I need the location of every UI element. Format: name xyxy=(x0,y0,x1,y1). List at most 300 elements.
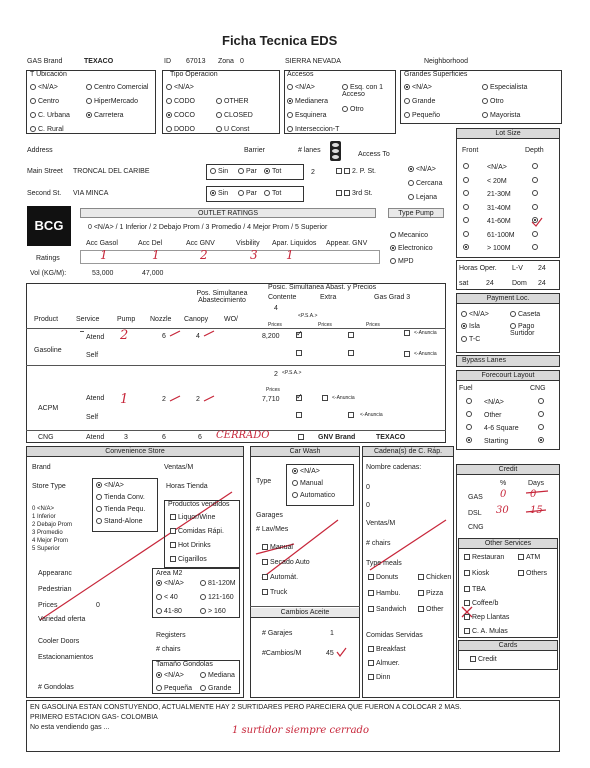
area-radio-n-a[interactable] xyxy=(156,580,162,586)
carwash-check-option-truck[interactable] xyxy=(262,589,287,596)
superficies-radio-especialista[interactable] xyxy=(482,84,488,90)
estacion-label: Estacionamientos xyxy=(38,654,94,661)
barrier-row1-radio-tot[interactable] xyxy=(264,168,270,174)
ubicacion-option-centro-comercial[interactable] xyxy=(86,84,148,91)
ubicacion-title: T Ubicación xyxy=(30,71,67,78)
barrier-row2-radio-tot[interactable] xyxy=(264,190,270,196)
barrier-row1-label-sin: Sin xyxy=(218,168,229,175)
accesos-label-otro: Otro xyxy=(350,106,364,113)
forecourt-cng-radio-na[interactable] xyxy=(538,398,544,404)
accesos-radio-medianera[interactable] xyxy=(287,98,293,104)
lot-front-radio-na[interactable] xyxy=(463,217,469,223)
carwash-check-checkbox-truck[interactable] xyxy=(262,589,268,595)
ubicacion-option-centro[interactable] xyxy=(30,98,59,105)
forecourt-label-4-6-square: 4-6 Square xyxy=(484,425,519,432)
tipo-operacion-option-other[interactable] xyxy=(216,98,249,105)
ubicacion-label-c-urbana: C. Urbana xyxy=(38,112,70,119)
lot-depth-option-na[interactable] xyxy=(532,231,540,238)
gnv-brand-label: GNV Brand xyxy=(318,434,356,441)
tipo-operacion-option-dodo[interactable] xyxy=(166,126,195,133)
service-checkbox-others[interactable] xyxy=(518,570,524,576)
forecourt-cng-option-na[interactable] xyxy=(538,398,546,405)
accesos-label-esquinera: Esquinera xyxy=(295,112,327,119)
lot-front-radio-na[interactable] xyxy=(463,177,469,183)
producto-option-liquor-wine[interactable] xyxy=(170,514,215,521)
acpm-self-extra-option-na[interactable] xyxy=(348,412,356,419)
accesos-radio-interseccion-t[interactable] xyxy=(287,126,293,132)
meal-checkbox-other[interactable] xyxy=(418,606,424,612)
productos-title: Productos vendidos xyxy=(168,501,230,508)
service-label-kiosk: Kiosk xyxy=(472,570,490,577)
third-st-option[interactable] xyxy=(336,190,373,197)
comida-option-dinn[interactable] xyxy=(368,674,390,681)
tamano-option-n-a[interactable] xyxy=(156,672,184,679)
barrier-row1-option-par[interactable] xyxy=(238,168,257,175)
type-pump-option-mpd[interactable] xyxy=(390,258,414,265)
ubicacion-radio-centro-comercial[interactable] xyxy=(86,84,92,90)
accesos-option-medianera[interactable] xyxy=(287,98,328,105)
barrier-row1-radio-sin[interactable] xyxy=(210,168,216,174)
notes-line-3: No esta vendiendo gas ... xyxy=(30,724,110,731)
meal-option-other[interactable] xyxy=(418,606,444,613)
barrier-row2-label-par: Par xyxy=(246,190,257,197)
area-option-n-a[interactable] xyxy=(156,580,184,587)
superficies-radio-grande[interactable] xyxy=(404,98,410,104)
superficies-radio-mayorista[interactable] xyxy=(482,112,488,118)
credit-dsl-days: 15 xyxy=(530,505,543,516)
access-to-option-cercana[interactable] xyxy=(408,180,442,187)
meal-option-donuts[interactable] xyxy=(368,574,398,581)
accesos-option-n-a[interactable] xyxy=(287,84,315,91)
accesos-radio-esquinera[interactable] xyxy=(287,112,293,118)
ubicacion-radio-hipermercado[interactable] xyxy=(86,98,92,104)
gas-self-extra-checkbox-na[interactable] xyxy=(348,350,354,356)
meal-checkbox-hambu[interactable] xyxy=(368,590,374,596)
acpm-atend-label: Atend xyxy=(86,395,105,402)
barrier-row2-option-par[interactable] xyxy=(238,190,257,197)
barrier-row1-option-tot[interactable] xyxy=(264,168,281,175)
lot-depth-option-na[interactable] xyxy=(532,190,540,197)
tipo-operacion-radio-closed[interactable] xyxy=(216,112,222,118)
gas-grad-anuncia-option-na[interactable] xyxy=(404,330,412,337)
producto-checkbox-liquor-wine[interactable] xyxy=(170,514,176,520)
acpm-self-extra-checkbox-na[interactable] xyxy=(348,412,354,418)
tamano-option-mediana[interactable] xyxy=(200,672,235,679)
acpm-anuncia-1: <-Anuncia xyxy=(332,395,355,401)
superficies-option-grande[interactable] xyxy=(404,98,435,105)
forecourt-fuel-radio-na[interactable] xyxy=(466,398,472,404)
lot-depth-radio-na[interactable] xyxy=(532,217,538,223)
carwash-check-checkbox-autom-t[interactable] xyxy=(262,574,268,580)
carwash-type-option-automatico[interactable] xyxy=(292,492,335,499)
lot-front-radio-na[interactable] xyxy=(463,190,469,196)
superficies-option-n-a[interactable] xyxy=(404,84,432,91)
ubicacion-option-hipermercado[interactable] xyxy=(86,98,138,105)
barrier-row2-option-tot[interactable] xyxy=(264,190,281,197)
gas-self-contente-option-na[interactable] xyxy=(296,350,304,357)
payment-radio-t-c[interactable] xyxy=(461,336,467,342)
tipo-operacion-radio-dodo[interactable] xyxy=(166,126,172,132)
card-checkbox-credit[interactable] xyxy=(470,656,476,662)
meal-checkbox-pizza[interactable] xyxy=(418,590,424,596)
carwash-check-checkbox-manual[interactable] xyxy=(262,544,268,550)
forecourt-cng-option-na[interactable] xyxy=(538,437,546,444)
page-title: Ficha Tecnica EDS xyxy=(222,33,338,48)
access-to-radio-lejana[interactable] xyxy=(408,194,414,200)
lot-front-radio-na[interactable] xyxy=(463,163,469,169)
tipo-operacion-radio-other[interactable] xyxy=(216,98,222,104)
area-radio-41-80[interactable] xyxy=(156,608,162,614)
pump-header-pump: Pump xyxy=(117,316,136,323)
carwash-check-checkbox-secado-auto[interactable] xyxy=(262,559,268,565)
lot-depth-label: Depth xyxy=(525,147,544,154)
carwash-check-option-autom-t[interactable] xyxy=(262,574,298,581)
lot-front-option-na[interactable] xyxy=(463,217,471,224)
acpm-price-value: 7,710 xyxy=(262,396,280,403)
rating-value-2: 2 xyxy=(200,248,208,262)
carwash-type-radio-n-a[interactable] xyxy=(292,468,298,474)
store-type-option-tienda-pequ[interactable] xyxy=(96,506,145,513)
store-title: Convenience Store xyxy=(27,447,243,457)
barrier-row2-radio-par[interactable] xyxy=(238,190,244,196)
payment-radio-n-a[interactable] xyxy=(461,311,467,317)
ubicacion-radio-carretera[interactable] xyxy=(86,112,92,118)
type-pump-radio-mecanico[interactable] xyxy=(390,232,396,238)
lot-front-radio-na[interactable] xyxy=(463,244,469,250)
acpm-label: ACPM xyxy=(38,405,59,412)
carwash-type-option-manual[interactable] xyxy=(292,480,323,487)
tipo-operacion-option-u-const[interactable] xyxy=(216,126,249,133)
area-label-n-a: <N/A> xyxy=(164,580,184,587)
forecourt-fuel-radio-na[interactable] xyxy=(466,437,472,443)
ubicacion-option-n-a[interactable] xyxy=(30,84,58,91)
payment-option-caseta[interactable] xyxy=(510,311,540,318)
forecourt-cng-radio-na[interactable] xyxy=(538,411,544,417)
accesos-option-interseccion-t[interactable] xyxy=(287,126,339,133)
acpm-pump-value: 1 xyxy=(120,392,129,407)
acpm-self-contente-option-na[interactable] xyxy=(296,412,304,419)
forecourt-fuel-option-na[interactable] xyxy=(466,411,474,418)
traffic-light-icon xyxy=(330,141,341,161)
lot-front-option-na[interactable] xyxy=(463,204,471,211)
service-label-atm: ATM xyxy=(526,554,541,561)
ubicacion-option-c-urbana[interactable] xyxy=(30,112,70,119)
outlet-column-acc-gasol: Acc Gasol xyxy=(86,240,118,247)
accesos-option-otro[interactable] xyxy=(342,106,364,113)
forecourt-cng-option-na[interactable] xyxy=(538,411,546,418)
payment-radio-pago-surtidor[interactable] xyxy=(510,323,516,329)
access-to-radio-n-a[interactable] xyxy=(408,166,414,172)
store-type-radio-tienda-conv[interactable] xyxy=(96,494,102,500)
notes-handwritten: 1 surtidor siempre cerrado xyxy=(232,725,369,736)
payment-radio-caseta[interactable] xyxy=(510,311,516,317)
area-radio-40[interactable] xyxy=(156,594,162,600)
tamano-option-grande[interactable] xyxy=(200,685,231,692)
service-option-c-a-mulas[interactable] xyxy=(464,628,508,635)
service-checkbox-atm[interactable] xyxy=(518,554,524,560)
second-street-value: VIA MINCA xyxy=(73,190,109,197)
meal-option-hambu[interactable] xyxy=(368,590,401,597)
superficies-radio-n-a[interactable] xyxy=(404,84,410,90)
service-label-c-a-mulas: C. A. Mulas xyxy=(472,628,508,635)
accesos-option-esq-con-1-acceso[interactable] xyxy=(342,84,394,98)
type-pump-option-mecanico[interactable] xyxy=(390,232,428,239)
service-option-tba[interactable] xyxy=(464,586,486,593)
tipo-operacion-radio-u-const[interactable] xyxy=(216,126,222,132)
carwash-type-label-manual: Manual xyxy=(300,480,323,487)
lot-depth-radio-na[interactable] xyxy=(532,190,538,196)
payment-radio-isla[interactable] xyxy=(461,323,467,329)
lot-depth-option-na[interactable] xyxy=(532,177,540,184)
meal-label-donuts: Donuts xyxy=(376,574,399,581)
id-label: ID xyxy=(164,58,171,65)
tamano-radio-grande[interactable] xyxy=(200,685,206,691)
tipo-operacion-option-n-a[interactable] xyxy=(166,84,194,91)
comida-checkbox-almuer[interactable] xyxy=(368,660,374,666)
meal-option-sandwich[interactable] xyxy=(368,606,406,613)
chairs-label: # chairs xyxy=(156,646,181,653)
forecourt-cng-radio-na[interactable] xyxy=(538,437,544,443)
service-label-tba: TBA xyxy=(472,586,486,593)
lot-front-option-na[interactable] xyxy=(463,190,471,197)
barrier-row1-radio-par[interactable] xyxy=(238,168,244,174)
type-pump-option-electronico[interactable] xyxy=(390,245,433,252)
meal-option-chicken[interactable] xyxy=(418,574,451,581)
bcg-logo xyxy=(27,206,71,246)
type-pump-radio-electronico[interactable] xyxy=(390,245,396,251)
superficies-option-mayorista[interactable] xyxy=(482,112,520,119)
acpm-self-contente-checkbox-na[interactable] xyxy=(296,412,302,418)
producto-option-comidas-r-pi[interactable] xyxy=(170,528,224,535)
lot-front-radio-na[interactable] xyxy=(463,231,469,237)
gas-grad-anuncia-checkbox-na[interactable] xyxy=(404,330,410,336)
comida-option-breakfast[interactable] xyxy=(368,646,406,653)
meal-checkbox-chicken[interactable] xyxy=(418,574,424,580)
accesos-radio-otro[interactable] xyxy=(342,106,348,112)
comida-checkbox-dinn[interactable] xyxy=(368,674,374,680)
barrier-row2-option-sin[interactable] xyxy=(210,190,228,197)
payment-option-t-c[interactable] xyxy=(461,336,480,343)
lot-front-option-na[interactable] xyxy=(463,163,471,170)
barrier-row1-option-sin[interactable] xyxy=(210,168,228,175)
accesos-radio-esq-con-1-acceso[interactable] xyxy=(342,84,348,90)
producto-option-hot-drinks[interactable] xyxy=(170,542,211,549)
lot-depth-option-na[interactable] xyxy=(532,204,540,211)
accesos-option-esquinera[interactable] xyxy=(287,112,327,119)
ubicacion-option-carretera[interactable] xyxy=(86,112,124,119)
acpm-anuncia-cb-checkbox-na[interactable] xyxy=(322,395,328,401)
area-radio-121-160[interactable] xyxy=(200,594,206,600)
gnv-brand-checkbox-na[interactable] xyxy=(298,434,304,440)
ubicacion-label-carretera: Carretera xyxy=(94,112,124,119)
acpm-contente-checkbox-na[interactable] xyxy=(296,395,302,401)
type-pump-title: Type Pump xyxy=(388,208,444,218)
comida-option-almuer[interactable] xyxy=(368,660,400,667)
lot-front-radio-na[interactable] xyxy=(463,204,469,210)
gas-extra-checkbox-na[interactable] xyxy=(348,332,354,338)
acpm-contente-option-na[interactable] xyxy=(296,395,304,402)
area-option-81-120m[interactable] xyxy=(200,580,236,587)
bypass-label: Bypass Lanes xyxy=(462,357,506,364)
lot-size-title: Lot Size xyxy=(457,129,559,139)
area-radio-160[interactable] xyxy=(200,608,206,614)
service-option-others[interactable] xyxy=(518,570,547,577)
superficies-option-otro[interactable] xyxy=(482,98,504,105)
carwash-type-option-n-a[interactable] xyxy=(292,468,320,475)
prices-label: Prices xyxy=(38,602,58,609)
ubicacion-radio-c-urbana[interactable] xyxy=(30,112,36,118)
carwash-check-option-secado-auto[interactable] xyxy=(262,559,310,566)
store-type-radio-tienda-pequ[interactable] xyxy=(96,506,102,512)
lv-value: 24 xyxy=(538,265,546,272)
gas-contente-checkbox-na[interactable] xyxy=(296,332,302,338)
gas-contente-option-na[interactable] xyxy=(296,332,304,339)
access-to-option-lejana[interactable] xyxy=(408,194,437,201)
gasoline-label: Gasoline xyxy=(34,347,62,354)
carwash-check-option-manual[interactable] xyxy=(262,544,293,551)
tamano-option-peque-a[interactable] xyxy=(156,685,192,692)
tamano-radio-peque-a[interactable] xyxy=(156,685,162,691)
p-st-option[interactable] xyxy=(336,168,376,175)
tipo-operacion-option-codo[interactable] xyxy=(166,98,195,105)
producto-checkbox-hot-drinks[interactable] xyxy=(170,542,176,548)
lot-depth-radio-na[interactable] xyxy=(532,204,538,210)
forecourt-fuel-option-na[interactable] xyxy=(466,437,474,444)
service-option-atm[interactable] xyxy=(518,554,540,561)
tamano-radio-n-a[interactable] xyxy=(156,672,162,678)
gas-canopy-value: 4 xyxy=(196,333,200,340)
area-option-160[interactable] xyxy=(200,608,226,615)
comida-checkbox-breakfast[interactable] xyxy=(368,646,374,652)
area-option-41-80[interactable] xyxy=(156,608,182,615)
area-option-121-160[interactable] xyxy=(200,594,234,601)
access-to-label-cercana: Cercana xyxy=(416,180,443,187)
store-scale-1: 1 Inferior xyxy=(32,514,56,520)
service-checkbox-coffee-b[interactable] xyxy=(464,600,470,606)
forecourt-fuel-radio-na[interactable] xyxy=(466,411,472,417)
gnv-brand-option-na[interactable] xyxy=(298,434,306,441)
gas-self-anuncia-option-na[interactable] xyxy=(404,351,412,358)
store-type-radio-stand-alone[interactable] xyxy=(96,518,102,524)
meal-checkbox-donuts[interactable] xyxy=(368,574,374,580)
payment-option-pago-surtidor[interactable] xyxy=(510,323,554,337)
service-checkbox-tba[interactable] xyxy=(464,586,470,592)
area-option-40[interactable] xyxy=(156,594,178,601)
ubicacion-radio-n-a[interactable] xyxy=(30,84,36,90)
service-checkbox-c-a-mulas[interactable] xyxy=(464,628,470,634)
superficies-radio-otro[interactable] xyxy=(482,98,488,104)
store-type-option-stand-alone[interactable] xyxy=(96,518,143,525)
lanes-label: # lanes xyxy=(298,147,321,154)
tipo-operacion-option-coco[interactable] xyxy=(166,112,195,119)
lot-front-option-na[interactable] xyxy=(463,244,471,251)
ubicacion-option-c-rural[interactable] xyxy=(30,126,64,133)
ubicacion-radio-centro[interactable] xyxy=(30,98,36,104)
producto-checkbox-cigarillos[interactable] xyxy=(170,556,176,562)
store-type-radio-n-a[interactable] xyxy=(96,482,102,488)
tipo-operacion-label-coco: COCO xyxy=(174,112,195,119)
carwash-title: Car Wash xyxy=(251,447,359,457)
meal-option-pizza[interactable] xyxy=(418,590,443,597)
service-option-kiosk[interactable] xyxy=(464,570,489,577)
meal-label-hambu: Hambu. xyxy=(376,590,401,597)
service-checkbox-restauran[interactable] xyxy=(464,554,470,560)
superficies-option-peque-o[interactable] xyxy=(404,112,440,119)
lot-depth-option-na[interactable] xyxy=(532,163,540,170)
lv-label: L-V xyxy=(512,265,523,272)
lot-depth-radio-na[interactable] xyxy=(532,163,538,169)
lot-depth-option-na[interactable] xyxy=(532,244,540,251)
forecourt-cng-radio-na[interactable] xyxy=(538,424,544,430)
lot-depth-radio-na[interactable] xyxy=(532,244,538,250)
lot-front-option-na[interactable] xyxy=(463,231,471,238)
producto-label-comidas-r-pi: Comidas Rápi. xyxy=(178,528,224,535)
tipo-operacion-radio-codo[interactable] xyxy=(166,98,172,104)
carwash-check-label-secado-auto: Secado Auto xyxy=(270,559,310,566)
superficies-option-especialista[interactable] xyxy=(482,84,527,91)
tipo-operacion-radio-n-a[interactable] xyxy=(166,84,172,90)
carwash-type-label-n-a: <N/A> xyxy=(300,468,320,475)
area-radio-81-120m[interactable] xyxy=(200,580,206,586)
lot-depth-radio-na[interactable] xyxy=(532,231,538,237)
cooler-label: Cooler Doors xyxy=(38,638,80,645)
forecourt-cng-option-na[interactable] xyxy=(538,424,546,431)
gas-self-contente-checkbox-na[interactable] xyxy=(296,350,302,356)
payment-option-isla[interactable] xyxy=(461,323,480,330)
store-type-option-tienda-conv[interactable] xyxy=(96,494,145,501)
tamano-radio-mediana[interactable] xyxy=(200,672,206,678)
lot-depth-radio-na[interactable] xyxy=(532,177,538,183)
superficies-radio-peque-o[interactable] xyxy=(404,112,410,118)
barrier-row2-radio-sin[interactable] xyxy=(210,190,216,196)
producto-checkbox-comidas-r-pi[interactable] xyxy=(170,528,176,534)
tipo-operacion-radio-coco[interactable] xyxy=(166,112,172,118)
ubicacion-radio-c-rural[interactable] xyxy=(30,126,36,132)
accesos-radio-n-a[interactable] xyxy=(287,84,293,90)
service-checkbox-rep-llantas[interactable] xyxy=(464,614,470,620)
type-pump-radio-mpd[interactable] xyxy=(390,258,396,264)
forecourt-fuel-radio-na[interactable] xyxy=(466,424,472,430)
service-label-coffee-b: Coffee/b xyxy=(472,600,499,607)
notes-line-1: EN GASOLINA ESTAN CONSTUYENDO, ACTUALMENTE HAY 2 SURTIDARES PERO PARECIERA QUE FUERON A COLOCAR 2 MAS. xyxy=(30,704,462,711)
forecourt-fuel-option-na[interactable] xyxy=(466,424,474,431)
acpm-anuncia-cb-option-na[interactable] xyxy=(322,395,330,402)
service-checkbox-kiosk[interactable] xyxy=(464,570,470,576)
access-to-radio-cercana[interactable] xyxy=(408,180,414,186)
service-option-restauran[interactable] xyxy=(464,554,504,561)
lot-depth-option-na[interactable] xyxy=(532,217,540,224)
tipo-operacion-option-closed[interactable] xyxy=(216,112,253,119)
outlet-column-acc-gnv: Acc GNV xyxy=(186,240,215,247)
gas-extra-option-na[interactable] xyxy=(348,332,356,339)
lot-front-option-na[interactable] xyxy=(463,177,471,184)
meal-checkbox-sandwich[interactable] xyxy=(368,606,374,612)
store-type-label: Store Type xyxy=(32,483,66,490)
carwash-type-radio-manual[interactable] xyxy=(292,480,298,486)
card-option-credit[interactable] xyxy=(470,656,497,663)
forecourt-fuel-option-na[interactable] xyxy=(466,398,474,405)
access-to-option-n-a[interactable] xyxy=(408,166,436,173)
main-street-value: TRONCAL DEL CARIBE xyxy=(73,168,150,175)
store-type-option-n-a[interactable] xyxy=(96,482,124,489)
payment-option-n-a[interactable] xyxy=(461,311,489,318)
carwash-type-radio-automatico[interactable] xyxy=(292,492,298,498)
gas-self-anuncia-checkbox-na[interactable] xyxy=(404,351,410,357)
gas-self-extra-option-na[interactable] xyxy=(348,350,356,357)
service-option-rep-llantas[interactable] xyxy=(464,614,509,621)
producto-option-cigarillos[interactable] xyxy=(170,556,207,563)
service-option-coffee-b[interactable] xyxy=(464,600,498,607)
